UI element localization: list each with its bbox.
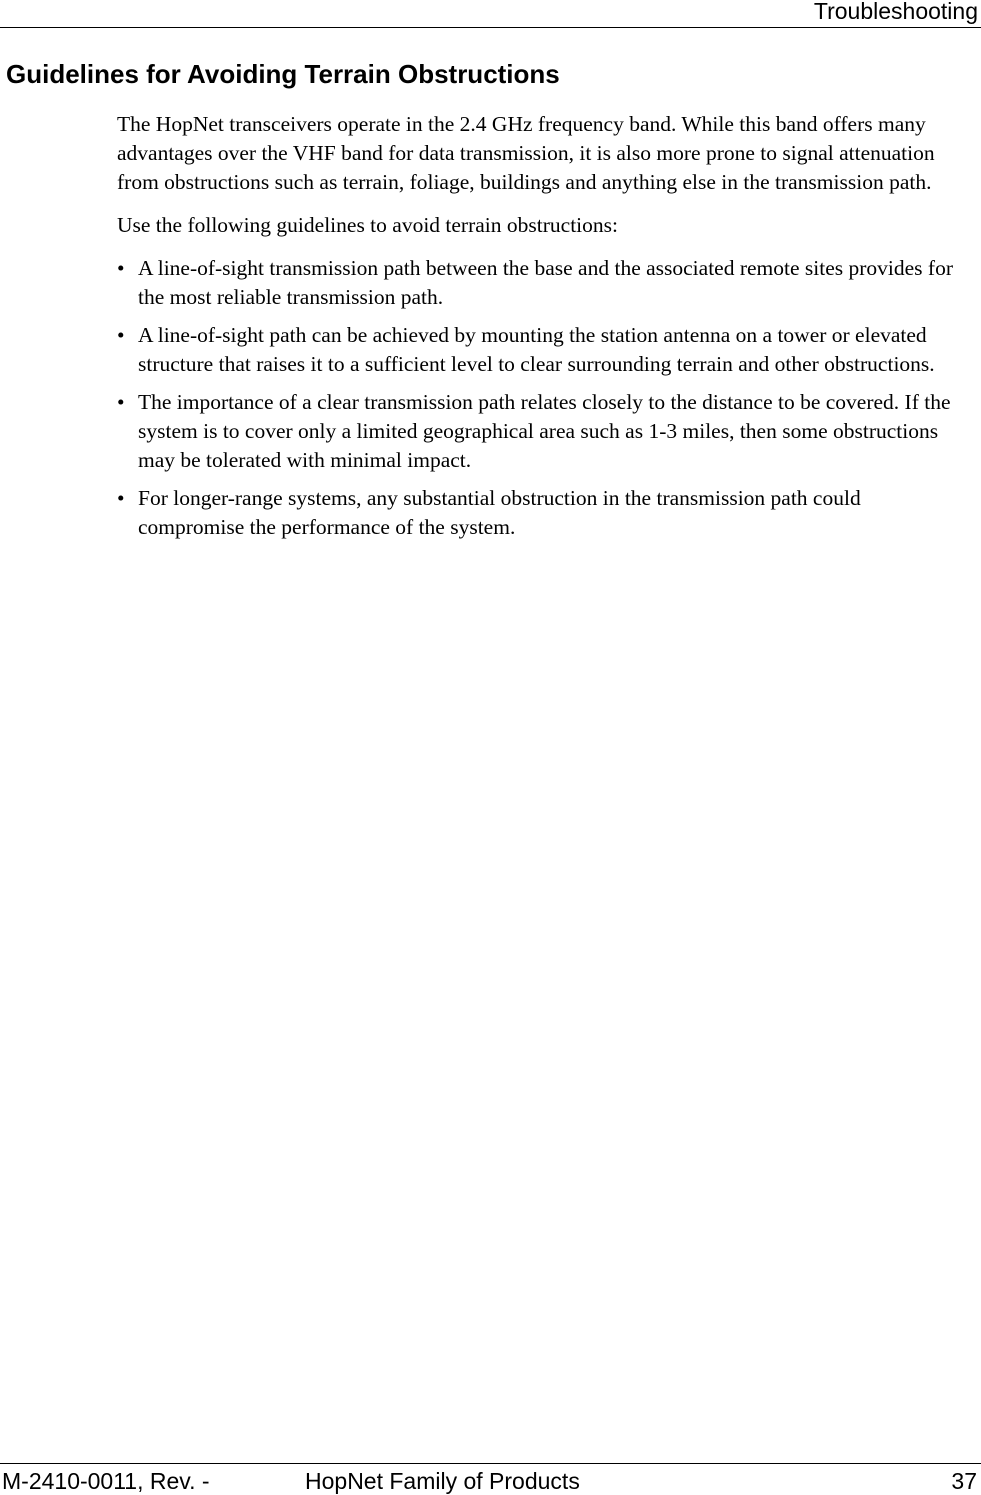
guidelines-lead-paragraph: Use the following guidelines to avoid terrain obstructions: — [117, 213, 618, 237]
page-header — [0, 0, 981, 28]
guidelines-list — [117, 254, 972, 542]
header-section-title: Troubleshooting — [813, 0, 978, 24]
product-name: HopNet Family of Products — [305, 1468, 580, 1494]
section-title: Guidelines for Avoiding Terrain Obstructions — [6, 59, 560, 89]
bullet-icon: • — [117, 390, 125, 414]
list-item-text: For longer-range systems, any substantial obstruction in the transmission path could compromise the performance of the system. — [138, 486, 861, 539]
list-item-text: The importance of a clear transmission path relates closely to the distance to be covered. If the system is to cover only a limited geographical area such as 1-3 miles, then some obstructions may be tolerated with minimal impact. — [138, 390, 951, 472]
page-number: 37 — [951, 1468, 977, 1494]
page-footer — [0, 1463, 981, 1495]
list-item-text: A line-of-sight transmission path between the base and the associated remote sites provides for the most reliable transmission path. — [138, 256, 953, 309]
list-item — [117, 484, 972, 542]
list-item — [117, 321, 972, 379]
document-number: M-2410-0011, Rev. - — [2, 1468, 210, 1494]
list-item — [117, 254, 972, 312]
bullet-icon: • — [117, 256, 125, 280]
intro-paragraph: The HopNet transceivers operate in the 2.4 GHz frequency band. While this band offers many advantages over the VHF band for data transmission, it is also more prone to signal attenuation from obstructions such as terrain, foliage, buildings and anything else in the transmission path. — [117, 112, 935, 194]
section-body — [117, 110, 972, 551]
bullet-icon: • — [117, 323, 125, 347]
list-item-text: A line-of-sight path can be achieved by mounting the station antenna on a tower or elevated structure that raises it to a sufficient level to clear surrounding terrain and other obstructions. — [138, 323, 935, 376]
list-item — [117, 388, 972, 475]
bullet-icon: • — [117, 486, 125, 510]
